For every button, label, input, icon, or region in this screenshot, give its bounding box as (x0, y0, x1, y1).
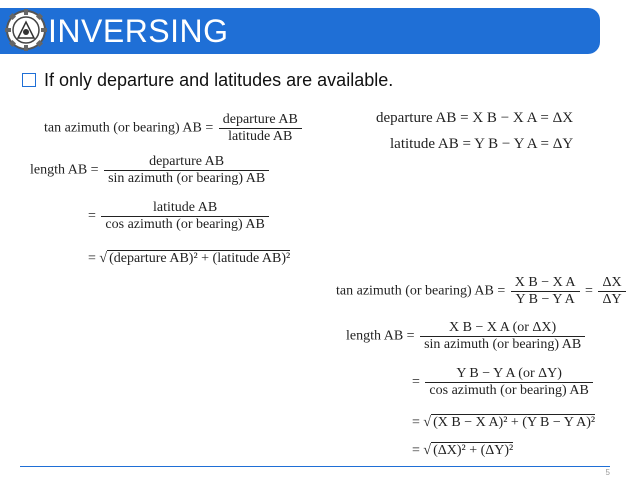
bullet-text-row (22, 70, 393, 91)
eq-length-right-root1: (X B − X A)² + (Y B − Y A)² (433, 415, 596, 430)
eq-tan-right-num1: X B − X A (511, 275, 580, 292)
eq-length-right-4: = √ (ΔX)² + (ΔY)² (412, 443, 514, 458)
eq-tan-right-den1: Y B − Y A (515, 292, 575, 307)
eq-length-left-num2: latitude AB (101, 200, 268, 217)
eq-length-left-root: (departure AB)² + (latitude AB)² (109, 251, 291, 266)
slide-header (0, 8, 600, 54)
eq-tan-left-num: departure AB (219, 112, 302, 129)
eq-length-right-num1: X B − X A (or ΔX) (420, 320, 585, 337)
eq-latitude: latitude AB = Y B − Y A = ΔY (390, 136, 574, 152)
slide-title: INVERSING (48, 13, 229, 49)
bullet-text: If only departure and latitudes are available. (44, 70, 394, 90)
eq-length-right-root2: (ΔX)² + (ΔY)² (433, 443, 514, 458)
eq-length-left-den1: sin azimuth (or bearing) AB (108, 171, 266, 186)
eq-length-left-frac2 (101, 200, 268, 233)
eq-departure: departure AB = X B − X A = ΔX (376, 110, 574, 126)
eq-length-right-lhs: length AB = (346, 328, 415, 344)
eq-length-right-den2: cos azimuth (or bearing) AB (429, 383, 589, 398)
eq-length-right-frac1 (420, 320, 585, 353)
page-number: 5 (605, 468, 610, 477)
eq-length-right-num2: Y B − Y A (or ΔY) (425, 366, 592, 383)
eq-tan-right-frac1 (511, 275, 580, 308)
eq-tan-right-num2: ΔX (598, 275, 625, 292)
eq-length-left-1 (30, 154, 271, 187)
eq-length-left-num1: departure AB (104, 154, 269, 171)
eq-tan-right: tan azimuth (or bearing) AB = $\frac{\text{X B − X A}}{\text{Y B − Y A}}$ = $\frac{\Delta X}{\Delta Y}$ (336, 275, 628, 308)
footer-divider (20, 466, 610, 467)
eq-length-right-2: = $\frac{\text{Y B − Y A (or ΔY)}}{\text{cos azimuth (or bearing) AB}}$ (412, 366, 595, 399)
eq-length-right-frac2 (425, 366, 592, 399)
eq-tan-left-frac (219, 112, 302, 145)
eq-length-left-frac1 (104, 154, 269, 187)
eq-tan-left (44, 112, 304, 145)
eq-length-right-1 (346, 320, 587, 353)
eq-tan-right-lhs: tan azimuth (or bearing) AB = (336, 283, 506, 299)
eq-length-left-lhs: length AB = (30, 162, 99, 178)
eq-length-left-3: = √ (departure AB)² + (latitude AB)² (88, 251, 291, 266)
eq-length-right-den1: sin azimuth (or bearing) AB (424, 337, 582, 352)
eq-length-left-2: = $\frac{\text{latitude AB}}{\text{cos azimuth (or bearing) AB}}$ (88, 200, 271, 233)
checkbox-bullet-icon (22, 73, 36, 87)
eq-tan-left-den: latitude AB (228, 129, 293, 144)
eq-tan-left-lhs: tan azimuth (or bearing) AB = (44, 120, 214, 136)
eq-length-right-3: = √ (X B − X A)² + (Y B − Y A)² (412, 415, 596, 430)
eq-tan-right-frac2 (598, 275, 625, 308)
eq-tan-right-den2: ΔY (602, 292, 622, 307)
gear-logo-icon (4, 8, 48, 52)
eq-length-left-den2: cos azimuth (or bearing) AB (105, 217, 265, 232)
